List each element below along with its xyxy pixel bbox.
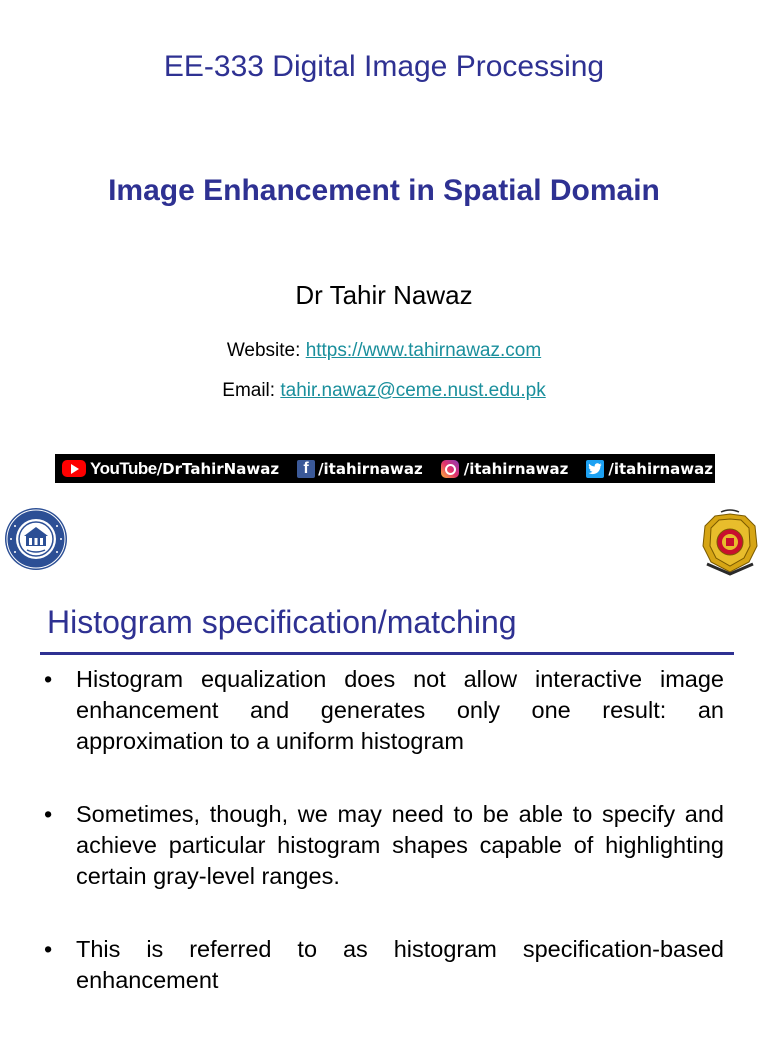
course-title: EE-333 Digital Image Processing: [163, 50, 605, 83]
email-label: Email:: [222, 380, 281, 401]
youtube-link[interactable]: [62, 459, 279, 479]
bullet-item: [44, 799, 724, 892]
bullet-text: Histogram equalization does not allow interactive image enhancement and generates only one result: an approximation to a uniform histogram: [76, 666, 724, 754]
youtube-handle: /DrTahirNawaz: [156, 459, 280, 478]
bullet-text: This is referred to as histogram specification-based enhancement: [76, 936, 724, 993]
youtube-icon: [62, 460, 86, 477]
youtube-wordmark: YouTube: [90, 458, 157, 478]
bullet-item: [44, 664, 724, 757]
twitter-link[interactable]: [586, 460, 713, 478]
bullet-list: [44, 664, 724, 1038]
email-line: [0, 380, 768, 402]
email-link[interactable]: tahir.nawaz@ceme.nust.edu.pk: [280, 380, 546, 401]
website-link[interactable]: https://www.tahirnawaz.com: [305, 340, 542, 361]
content-slide: [0, 586, 768, 1024]
college-crest-logo: [697, 506, 763, 576]
lecture-title: Image Enhancement in Spatial Domain: [108, 174, 660, 207]
bullet-symbol: •: [44, 801, 53, 827]
twitter-handle: /itahirnawaz: [608, 459, 714, 478]
instagram-icon: [441, 460, 459, 478]
instagram-handle: /itahirnawaz: [463, 459, 569, 478]
twitter-icon: [586, 460, 604, 478]
website-line: [0, 340, 768, 362]
facebook-link[interactable]: [297, 460, 423, 478]
section-title: Histogram specification/matching: [47, 604, 517, 640]
facebook-icon: f: [297, 460, 315, 478]
bullet-symbol: •: [44, 936, 53, 962]
bullet-symbol: •: [44, 666, 53, 692]
bullet-item: [44, 934, 724, 996]
title-underline: [40, 652, 734, 655]
social-media-bar: [55, 454, 715, 483]
bullet-text: Sometimes, though, we may need to be able to specify and achieve particular histogram shapes capable of highlighting certain gray-level ranges.: [76, 801, 724, 889]
university-seal-logo: [3, 506, 69, 572]
facebook-handle: /itahirnawaz: [318, 459, 423, 478]
website-label: Website:: [226, 340, 306, 361]
author-name: Dr Tahir Nawaz: [295, 280, 473, 310]
instagram-link[interactable]: [441, 460, 569, 478]
